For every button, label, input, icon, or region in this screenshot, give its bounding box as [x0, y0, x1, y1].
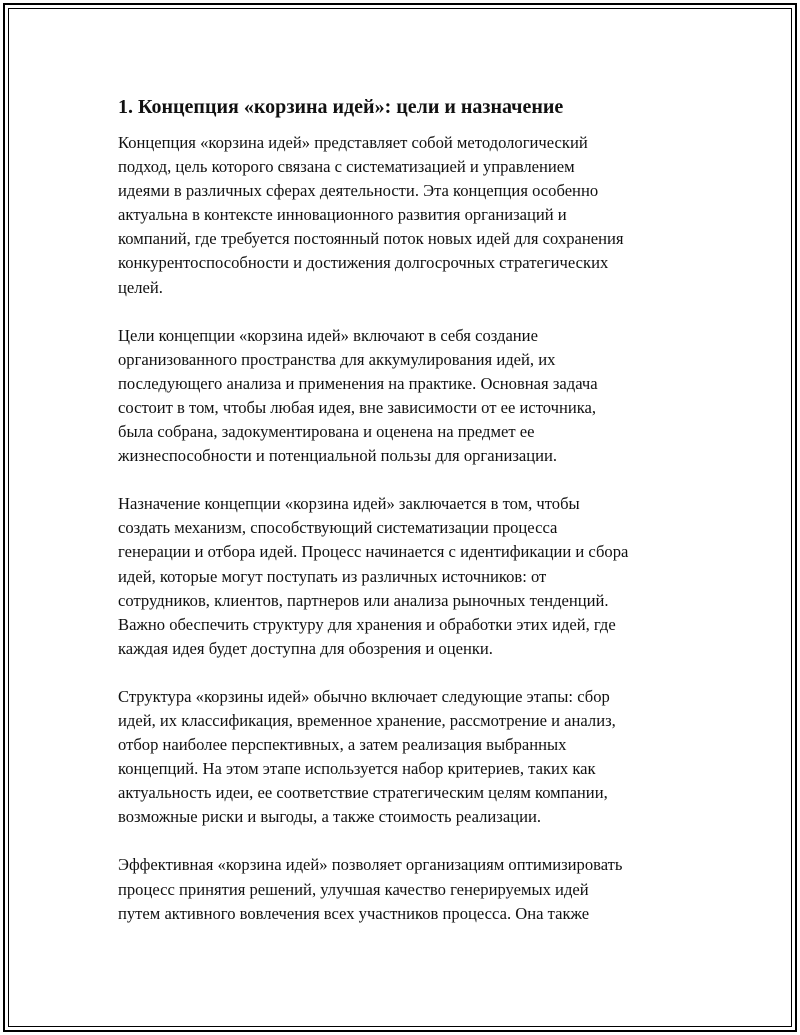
- document-body: [118, 93, 718, 950]
- text-line: последующего анализа и применения на практике. Основная задача: [118, 373, 598, 393]
- paragraph-purpose: [118, 492, 718, 661]
- text-line: генерации и отбора идей. Процесс начинается с идентификации и сбора: [118, 542, 629, 562]
- text-line: идеями в различных сферах деятельности. Эта концепция особенно: [118, 181, 599, 201]
- text-line: Важно обеспечить структуру для хранения и обработки этих идей, где: [118, 614, 616, 634]
- text-line: актуальность идеи, ее соответствие стратегическим целям компании,: [118, 783, 608, 803]
- text-line: целей.: [118, 277, 163, 297]
- text-line: идей, которые могут поступать из различных источников: от: [118, 566, 547, 586]
- text-line: возможные риски и выгоды, а также стоимость реализации.: [118, 807, 541, 827]
- text-line: путем активного вовлечения всех участников процесса. Она также: [118, 903, 590, 923]
- text-line: Концепция «корзина идей» представляет собой методологический: [118, 133, 588, 152]
- text-line: компаний, где требуется постоянный поток новых идей для сохранения: [118, 229, 624, 249]
- text-line: конкурентоспособности и достижения долгосрочных стратегических: [118, 253, 609, 273]
- text-line: процесс принятия решений, улучшая качество генерируемых идей: [118, 879, 589, 899]
- text-line: идей, их классификация, временное хранение, рассмотрение и анализ,: [118, 710, 616, 730]
- text-line: жизнеспособности и потенциальной пользы для организации.: [118, 446, 558, 466]
- paragraph-effectiveness: [118, 853, 718, 925]
- text-line: подход, цель которого связана с систематизацией и управлением: [118, 157, 575, 177]
- paragraph-goals: [118, 324, 718, 469]
- text-line: Цели концепции «корзина идей» включают в себя создание: [118, 325, 538, 345]
- text-line: создать механизм, способствующий систематизации процесса: [118, 518, 558, 538]
- text-line: концепций. На этом этапе используется набор критериев, таких как: [118, 759, 596, 779]
- text-line: Назначение концепции «корзина идей» заключается в том, чтобы: [118, 494, 580, 514]
- text-line: организованного пространства для аккумулирования идей, их: [118, 349, 556, 369]
- text-line: актуальна в контексте инновационного развития организаций и: [118, 205, 567, 225]
- text-line: Эффективная «корзина идей» позволяет организациям оптимизировать: [118, 855, 623, 875]
- text-line: каждая идея будет доступна для обозрения и оценки.: [118, 638, 493, 658]
- paragraph-structure: [118, 685, 718, 830]
- section-heading: 1. Концепция «корзина идей»: цели и назначение: [118, 96, 564, 118]
- text-line: Структура «корзины идей» обычно включает следующие этапы: сбор: [118, 686, 610, 706]
- text-line: отбор наиболее перспективных, а затем реализация выбранных: [118, 735, 567, 755]
- text-line: была собрана, задокументирована и оценена на предмет ее: [118, 422, 535, 442]
- paragraph-intro: [118, 131, 718, 300]
- text-line: состоит в том, чтобы любая идея, вне зависимости от ее источника,: [118, 397, 597, 417]
- text-line: сотрудников, клиентов, партнеров или анализа рыночных тенденций.: [118, 590, 609, 610]
